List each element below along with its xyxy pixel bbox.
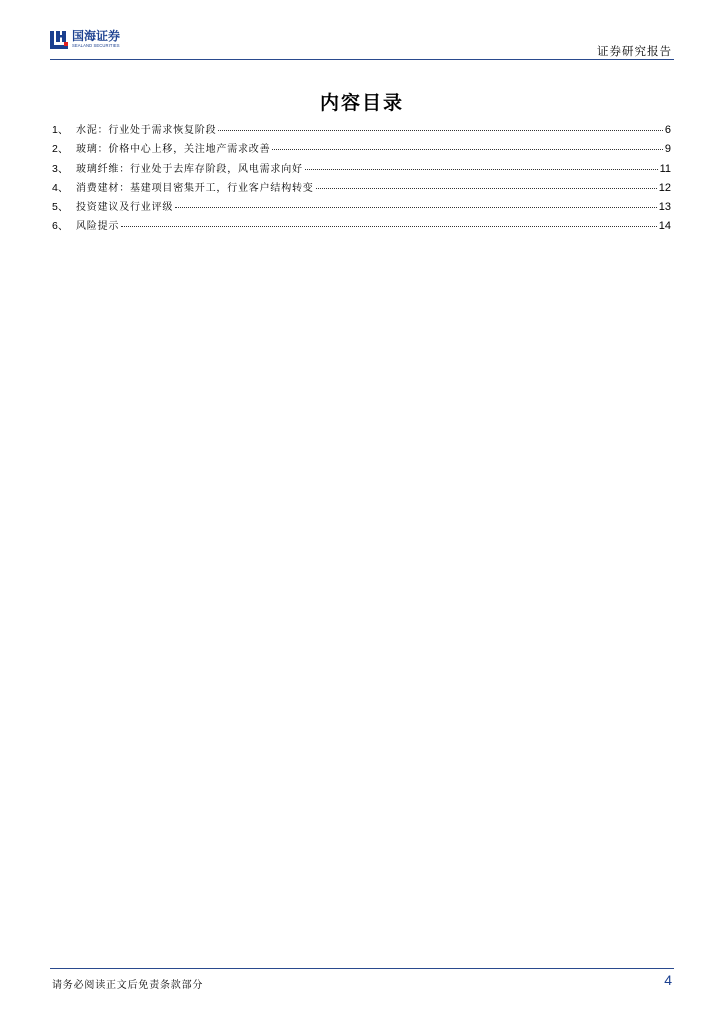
page-number: 4 (664, 972, 672, 988)
footer-divider (50, 968, 674, 969)
toc-dot-leader (121, 226, 657, 227)
sealand-logo-icon (50, 30, 69, 50)
toc-entry-number: 4、 (52, 181, 69, 194)
toc-entry-title: 水泥：行业处于需求恢复阶段 (76, 125, 217, 136)
toc-entry-page: 12 (658, 181, 671, 194)
logo-chinese-name: 国海证券 (72, 29, 121, 43)
toc-entry-page: 11 (659, 162, 671, 175)
toc-entry-number: 6、 (52, 220, 69, 233)
page-footer (50, 968, 674, 998)
toc-entry-number: 3、 (52, 162, 69, 175)
toc-entry-page: 13 (658, 201, 671, 214)
sealand-logo (50, 30, 120, 54)
toc-entry-page: 9 (664, 143, 671, 156)
toc-entry-number: 5、 (52, 201, 69, 214)
toc-dot-leader (305, 169, 658, 170)
toc-entry-title: 消费建材：基建项目密集开工，行业客户结构转变 (76, 182, 314, 194)
toc-entry-title: 投资建议及行业评级 (76, 202, 174, 214)
toc-entry-page: 6 (664, 124, 671, 136)
toc-entry[interactable] (52, 140, 671, 159)
toc-dot-leader (316, 188, 657, 189)
toc-entry-title: 玻璃：价格中心上移，关注地产需求改善 (76, 144, 271, 156)
toc-entry-title: 风险提示 (76, 221, 120, 233)
toc-entry[interactable] (52, 121, 671, 140)
toc-entry[interactable] (52, 198, 671, 217)
logo-english-name: SEALAND SECURITIES (72, 43, 120, 48)
disclaimer-note: 请务必阅读正文后免责条款部分 (52, 980, 204, 991)
page-header (50, 30, 674, 60)
toc-entry-page: 14 (658, 220, 671, 233)
header-divider (50, 59, 674, 60)
toc-dot-leader (175, 207, 657, 208)
toc-entry-number: 1、 (52, 124, 69, 136)
toc-entry[interactable] (52, 179, 671, 198)
toc-entry-title: 玻璃纤维：行业处于去库存阶段，风电需求向好 (76, 163, 303, 175)
toc-entry[interactable] (52, 160, 671, 179)
toc-dot-leader (272, 149, 662, 150)
table-of-contents (52, 121, 671, 237)
report-type-label: 证券研究报告 (597, 44, 672, 58)
toc-entry[interactable] (52, 217, 671, 236)
toc-entry-number: 2、 (52, 143, 69, 156)
toc-dot-leader (218, 130, 662, 131)
toc-title: 内容目录 (319, 92, 404, 114)
